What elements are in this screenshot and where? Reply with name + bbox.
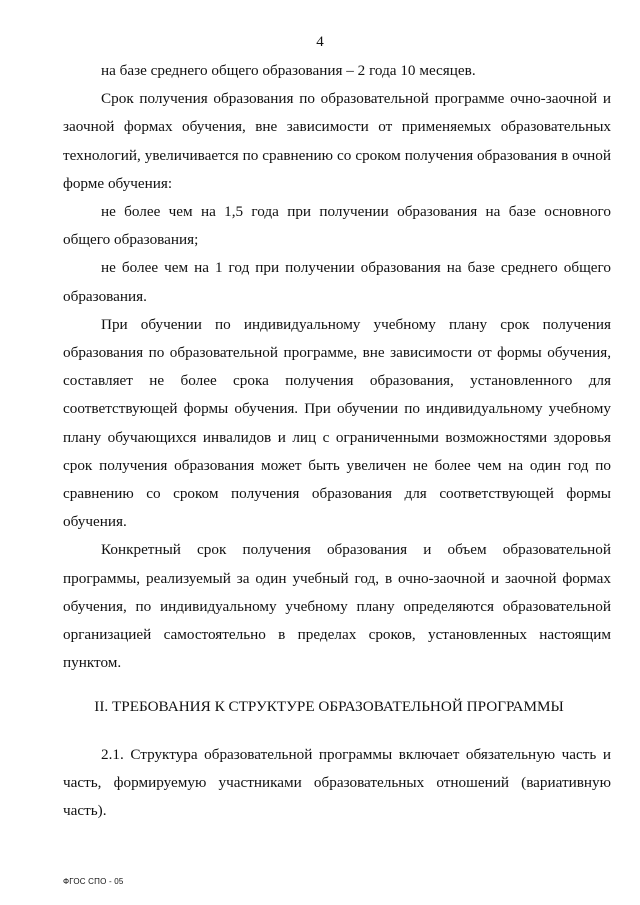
section-heading: II. ТРЕБОВАНИЯ К СТРУКТУРЕ ОБРАЗОВАТЕЛЬНОЙ ПРОГРАММЫ [94,698,564,715]
paragraph-6: Конкретный срок получения образования и объем образовательной программы, реализуемый за один учебный год, в очно-заочной и заочной формах обучения, по индивидуальному учебному плану определяются образовательной организацией самостоятельно в пределах сроков, установленных настоящим пунктом. [63,541,611,672]
footer-code: ФГОС СПО - 05 [63,877,124,886]
paragraph-4: не более чем на 1 год при получении образования на базе среднего общего образования. [63,259,611,305]
page-number: 4 [316,34,324,50]
document-body [63,57,611,677]
section-paragraph-1: 2.1. Структура образовательной программы включает обязательную часть и часть, формируемую участниками образовательных отношений (вариативную часть). [63,746,611,820]
paragraph-5: При обучении по индивидуальному учебному плану срок получения образования по образовательной программе, вне зависимости от формы обучения, составляет не более срока получения образования, установленного для соответствующей формы обучения. При обучении по индивидуальному учебному плану обучающихся инвалидов и лиц с ограниченными возможностями здоровья срок получения образования может быть увеличен не более чем на один год по сравнению со сроком получения образования для соответствующей формы обучения. [63,315,611,531]
paragraph-3: не более чем на 1,5 года при получении образования на базе основного общего образования; [63,203,611,249]
paragraph-2: Срок получения образования по образовательной программе очно-заочной и заочной формах обучения, вне зависимости от применяемых образовательных технологий, увеличивается по сравнению со сроком получения образования в очной форме обучения: [63,90,611,192]
paragraph-1: на базе среднего общего образования – 2 года 10 месяцев. [101,62,476,79]
section-body [63,741,611,826]
